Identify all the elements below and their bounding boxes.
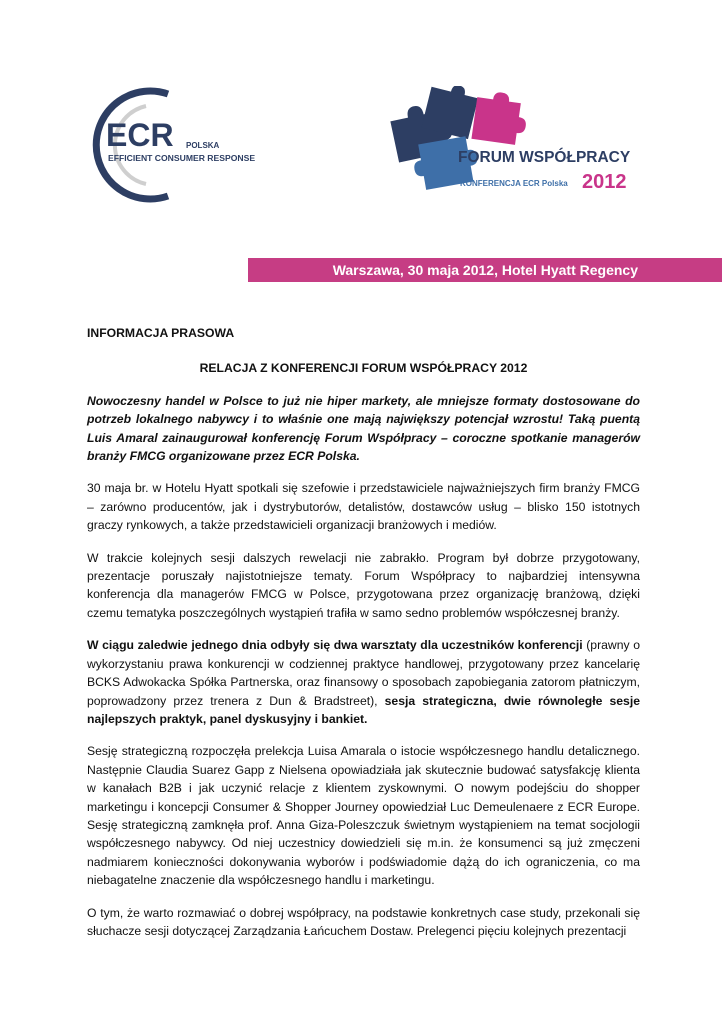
paragraph-5: O tym, że warto rozmawiać o dobrej współpracy, na podstawie konkretnych case study, przekonali się słuchacze sesji dotyczącej Zarządzania Łańcuchem Dostaw. Prelegenci pięciu kolejnych prezentacji (87, 905, 640, 938)
paragraph-1: 30 maja br. w Hotelu Hyatt spotkali się szefowie i przedstawiciele najważniejszych firm branży FMCG – zarówno producentów, jak i dystrybutorów, detalistów, dostawców usług – blisko 150 istotnych graczy rynkowych, a także przedstawicieli organizacji branżowych i mediów. (87, 481, 640, 533)
press-release-body (87, 324, 640, 954)
forum-logo-subtitle: KONFERENCJA ECR Polska (460, 179, 568, 188)
paragraph-2: W trakcie kolejnych sesji dalszych rewelacji nie zabrakło. Program był dobrze przygotowany, prezentacje poruszały najistotniejsze tematy. Forum Współpracy to najbardziej intensywna konferencja dla managerów FMCG w Polsce, przygotowana przez organizację branżową, dzięki czemu tematyka poszczególnych wystąpień trafiła w samo sedno problemów współczesnej branży. (87, 550, 640, 620)
ecr-logo-tagline: EFFICIENT CONSUMER RESPONSE (108, 153, 256, 163)
document-label: INFORMACJA PRASOWA (87, 326, 235, 340)
ecr-logo-name: ECR (106, 117, 174, 153)
puzzle-icon (388, 86, 530, 191)
paragraph-3-bold-end: sesja strategiczna, dwie równoległe sesje najlepszych praktyk, panel dyskusyjny i bankiet. (87, 693, 640, 726)
event-banner: Warszawa, 30 maja 2012, Hotel Hyatt Regency (248, 258, 722, 282)
paragraph-3 (87, 636, 640, 728)
paragraph-3-middle: (prawny o wykorzystaniu prawa konkurencji w codziennej praktyce handlowej, przygotowany przez kancelarię BCKS Adwokacka Spółka Partnerska, oraz finansowy o sposobach zapobiegania zatorom płatniczym, poprowadzony przez trenera z Dun & Bradstreet), (87, 638, 640, 708)
document-heading: RELACJA Z KONFERENCJI FORUM WSPÓŁPRACY 2012 (199, 361, 528, 376)
ecr-polska-logo (82, 86, 272, 204)
paragraph-4: Sesję strategiczną rozpoczęła prelekcja Luisa Amarala o istocie współczesnego handlu detalicznego. Następnie Claudia Suarez Gapp z Nielsena opowiadziała jak skutecznie budować satysfakcję klienta w kanałach B2B i jak uczynić relacje z klientem zyskownymi. O nowym podejściu do shopper marketingu i koncepcji Consumer & Shopper Journey opowiedział Luc Demeulenaere z ECR Europe. Sesję strategiczną zamknęła prof. Anna Giza-Poleszczuk świetnym wystąpieniem na temat socjologii współczesnego nabywcy. Od niej uczestnicy dowiedzieli się m.in. że konsumenci są już zmęczeni nadmiarem konieczności dokonywania wyborów i podświadomie dążą do ich ograniczenia, co ma niebagatelne znaczenie dla współczesnego handlu i marketingu. (87, 744, 640, 888)
ecr-logo-subname: POLSKA (186, 141, 220, 150)
forum-logo-title: FORUM WSPÓŁPRACY (458, 149, 631, 166)
lead-paragraph: Nowoczesny handel w Polsce to już nie hiper markety, ale mniejsze formaty dostosowane do potrzeb lokalnego nabywcy i to właśnie one mają największy potencjał wzrostu! Taką puentą Luis Amaral zainaugurował konferencję Forum Współpracy – coroczne spotkanie managerów branży FMCG organizowane przez ECR Polska. (87, 393, 640, 464)
paragraph-3-bold-start: W ciągu zaledwie jednego dnia odbyły się dwa warsztaty dla uczestników konferencji (87, 638, 583, 653)
forum-logo-year: 2012 (582, 171, 627, 192)
forum-wspolpracy-logo (382, 86, 642, 192)
